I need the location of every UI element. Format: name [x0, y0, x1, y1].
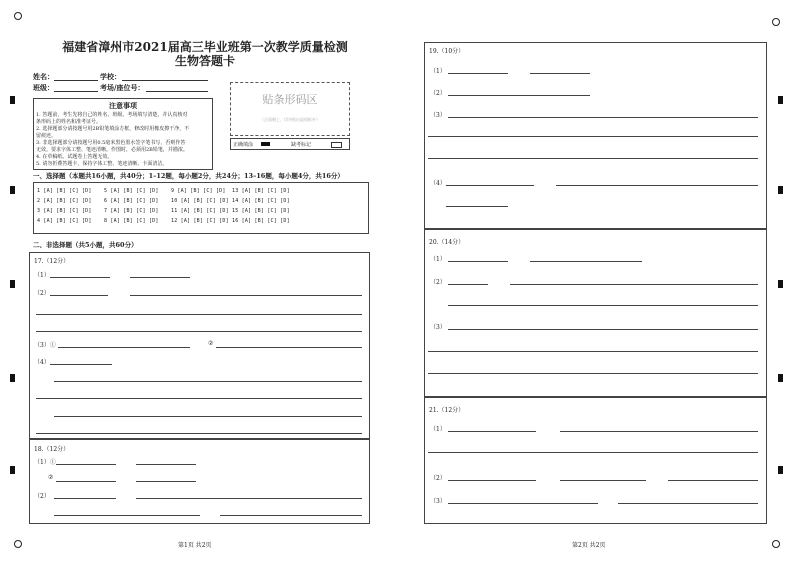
q17-part1: （1）: [34, 272, 50, 279]
choice-item[interactable]: 2 [A] [B] [C] [D]: [37, 198, 92, 204]
answer-line[interactable]: [448, 73, 508, 74]
answer-line[interactable]: [58, 347, 190, 348]
page2-footer: 第2页 共2页: [572, 542, 606, 549]
answer-line[interactable]: [618, 503, 758, 504]
barcode-note: （正面朝上，切勿贴出虚线框外）: [260, 117, 320, 122]
answer-line[interactable]: [56, 464, 116, 465]
position-mark: [778, 374, 783, 382]
q21-part2: （2）: [430, 475, 446, 482]
choice-item[interactable]: 9 [A] [B] [C] [D]: [171, 188, 226, 194]
answer-line[interactable]: [530, 261, 642, 262]
answer-line[interactable]: [448, 117, 758, 118]
q19-part3: （3）: [430, 112, 446, 119]
page-title: 福建省漳州市2021届高三毕业班第一次教学质量检测: [62, 40, 348, 54]
notice-line: 2. 选择题部分请按题号用2B铅笔填涂方框，修改时用橡皮擦干净，不: [36, 126, 190, 132]
answer-line[interactable]: [36, 433, 362, 434]
page1-footer: 第1页 共2页: [178, 542, 212, 549]
answer-line[interactable]: [130, 277, 190, 278]
position-mark: [778, 466, 783, 474]
q19-heading: 19.（10分）: [429, 48, 465, 55]
answer-line[interactable]: [36, 331, 362, 332]
choice-item[interactable]: 11 [A] [B] [C] [D]: [171, 208, 229, 214]
notice-lines: [34, 111, 212, 168]
answer-line[interactable]: [448, 261, 508, 262]
choice-item[interactable]: 6 [A] [B] [C] [D]: [104, 198, 159, 204]
q17-part3: （3）①: [34, 342, 56, 349]
choice-item[interactable]: 8 [A] [B] [C] [D]: [104, 218, 159, 224]
position-mark: [778, 280, 783, 288]
answer-line[interactable]: [448, 95, 590, 96]
section2-heading: 二、非选择题（共5小题，共60分）: [33, 241, 138, 249]
q18-part1: （1）①: [34, 459, 56, 466]
q17-box: [29, 252, 370, 440]
answer-line[interactable]: [130, 295, 362, 296]
answer-line[interactable]: [54, 416, 362, 417]
answer-line[interactable]: [50, 364, 112, 365]
q20-part3: （3）: [430, 324, 446, 331]
page-subtitle: 生物答题卡: [174, 54, 235, 68]
choice-item[interactable]: 12 [A] [B] [C] [D]: [171, 218, 229, 224]
barcode-label: 贴条形码区: [262, 93, 318, 106]
q18-heading: 18.（12分）: [34, 446, 70, 453]
corner-mark-tl: [14, 12, 22, 20]
choice-item[interactable]: 5 [A] [B] [C] [D]: [104, 188, 159, 194]
answer-line[interactable]: [36, 314, 362, 315]
fill-example-box: [230, 138, 350, 150]
choice-item[interactable]: 1 [A] [B] [C] [D]: [37, 188, 92, 194]
answer-line[interactable]: [54, 381, 362, 382]
class-field[interactable]: [54, 91, 98, 92]
answer-line[interactable]: [216, 347, 362, 348]
q19-part4: （4）: [430, 180, 446, 187]
notice-line: 3. 非选择题部分请按题号用0.5毫米黑色墨水签字笔书写，否则作答: [36, 140, 186, 146]
choice-item[interactable]: 10 [A] [B] [C] [D]: [171, 198, 229, 204]
q17-part4: （4）: [34, 359, 50, 366]
exam-seat-label: 考场/座位号：: [100, 83, 145, 92]
choice-item[interactable]: 16 [A] [B] [C] [D]: [232, 218, 290, 224]
notice-box: [33, 98, 213, 170]
answer-line[interactable]: [428, 158, 758, 159]
section1-heading: 一、选择题（本题共16小题，共40分；1–12题，每小题2分，共24分；13–16题，每小题4分，共16分）: [33, 172, 344, 180]
answer-line[interactable]: [136, 498, 362, 499]
name-field[interactable]: [54, 80, 98, 81]
answer-line[interactable]: [136, 481, 196, 482]
answer-line[interactable]: [36, 398, 362, 399]
answer-line[interactable]: [428, 452, 758, 453]
answer-line[interactable]: [428, 136, 758, 137]
answer-line[interactable]: [556, 185, 758, 186]
corner-mark-bl: [14, 540, 22, 548]
answer-line[interactable]: [448, 305, 758, 306]
choice-item[interactable]: 14 [A] [B] [C] [D]: [232, 198, 290, 204]
notice-title: 注意事项: [109, 101, 137, 110]
fill-correct-sample: [261, 142, 270, 146]
notice-line: 1. 答题前，考生先将自己的姓名、班级、考场填写清楚，并认真核对: [36, 112, 188, 118]
q21-box: [424, 396, 767, 524]
q20-part1: （1）: [430, 256, 446, 263]
answer-line[interactable]: [448, 431, 536, 432]
answer-line[interactable]: [510, 284, 758, 285]
q21-part3: （3）: [430, 498, 446, 505]
notice-line: 条形码上的姓名和准考证号。: [36, 119, 102, 125]
position-mark: [10, 280, 15, 288]
notice-line: 5. 请勿折叠答题卡，保持字体工整、笔迹清晰、卡面清洁。: [36, 161, 168, 167]
name-label: 姓名：: [33, 72, 54, 81]
q17-part3b: ②: [208, 340, 214, 347]
position-mark: [10, 466, 15, 474]
choice-item[interactable]: 15 [A] [B] [C] [D]: [232, 208, 290, 214]
answer-line[interactable]: [50, 277, 110, 278]
q20-part2: （2）: [430, 279, 446, 286]
school-label: 学校：: [100, 72, 121, 81]
notice-line: 无效。要求字体工整、笔迹清晰。作图时，必须用2B铅笔，并描浓。: [36, 147, 188, 153]
answer-line[interactable]: [428, 373, 758, 374]
notice-line: 4. 在草稿纸、试题卷上答题无效。: [36, 154, 113, 160]
answer-line[interactable]: [530, 73, 590, 74]
q19-part2: （2）: [430, 90, 446, 97]
answer-line[interactable]: [560, 480, 646, 481]
answer-line[interactable]: [220, 515, 362, 516]
choice-item[interactable]: 4 [A] [B] [C] [D]: [37, 218, 92, 224]
notice-line: 留痕迹。: [36, 133, 57, 139]
q19-part1: （1）: [430, 68, 446, 75]
choice-item[interactable]: 7 [A] [B] [C] [D]: [104, 208, 159, 214]
barcode-area: [230, 82, 350, 136]
fill-correct-label: 正确填涂: [233, 142, 254, 148]
position-mark: [10, 96, 15, 104]
corner-mark-br: [772, 540, 780, 548]
q17-heading: 17.（12分）: [34, 258, 70, 265]
corner-mark-tr: [772, 18, 780, 26]
answer-line[interactable]: [448, 503, 598, 504]
q20-heading: 20.（14分）: [429, 239, 465, 246]
position-mark: [10, 186, 15, 194]
answer-line[interactable]: [428, 351, 758, 352]
q18-part2: （2）: [34, 493, 50, 500]
answer-line[interactable]: [50, 295, 108, 296]
missing-mark-checkbox[interactable]: [331, 142, 342, 148]
exam-seat-field[interactable]: [146, 91, 208, 92]
answer-line[interactable]: [448, 284, 488, 285]
answer-line[interactable]: [448, 329, 758, 330]
q18-part1b: ②: [48, 474, 54, 481]
answer-line[interactable]: [136, 464, 196, 465]
answer-line[interactable]: [560, 431, 758, 432]
answer-line[interactable]: [54, 498, 116, 499]
answer-line[interactable]: [446, 206, 508, 207]
school-field[interactable]: [122, 80, 208, 81]
answer-line[interactable]: [448, 480, 536, 481]
class-label: 班级：: [33, 83, 54, 92]
answer-line[interactable]: [54, 515, 200, 516]
q21-heading: 21.（12分）: [429, 407, 465, 414]
answer-line[interactable]: [446, 185, 534, 186]
position-mark: [778, 96, 783, 104]
answer-line[interactable]: [56, 481, 116, 482]
choice-item[interactable]: 13 [A] [B] [C] [D]: [232, 188, 290, 194]
choice-item[interactable]: 3 [A] [B] [C] [D]: [37, 208, 92, 214]
q21-part1: （1）: [430, 426, 446, 433]
position-mark: [10, 374, 15, 382]
missing-mark-label: 缺考标记: [291, 142, 312, 148]
q17-part2: （2）: [34, 290, 50, 297]
position-mark: [778, 186, 783, 194]
answer-line[interactable]: [668, 480, 758, 481]
